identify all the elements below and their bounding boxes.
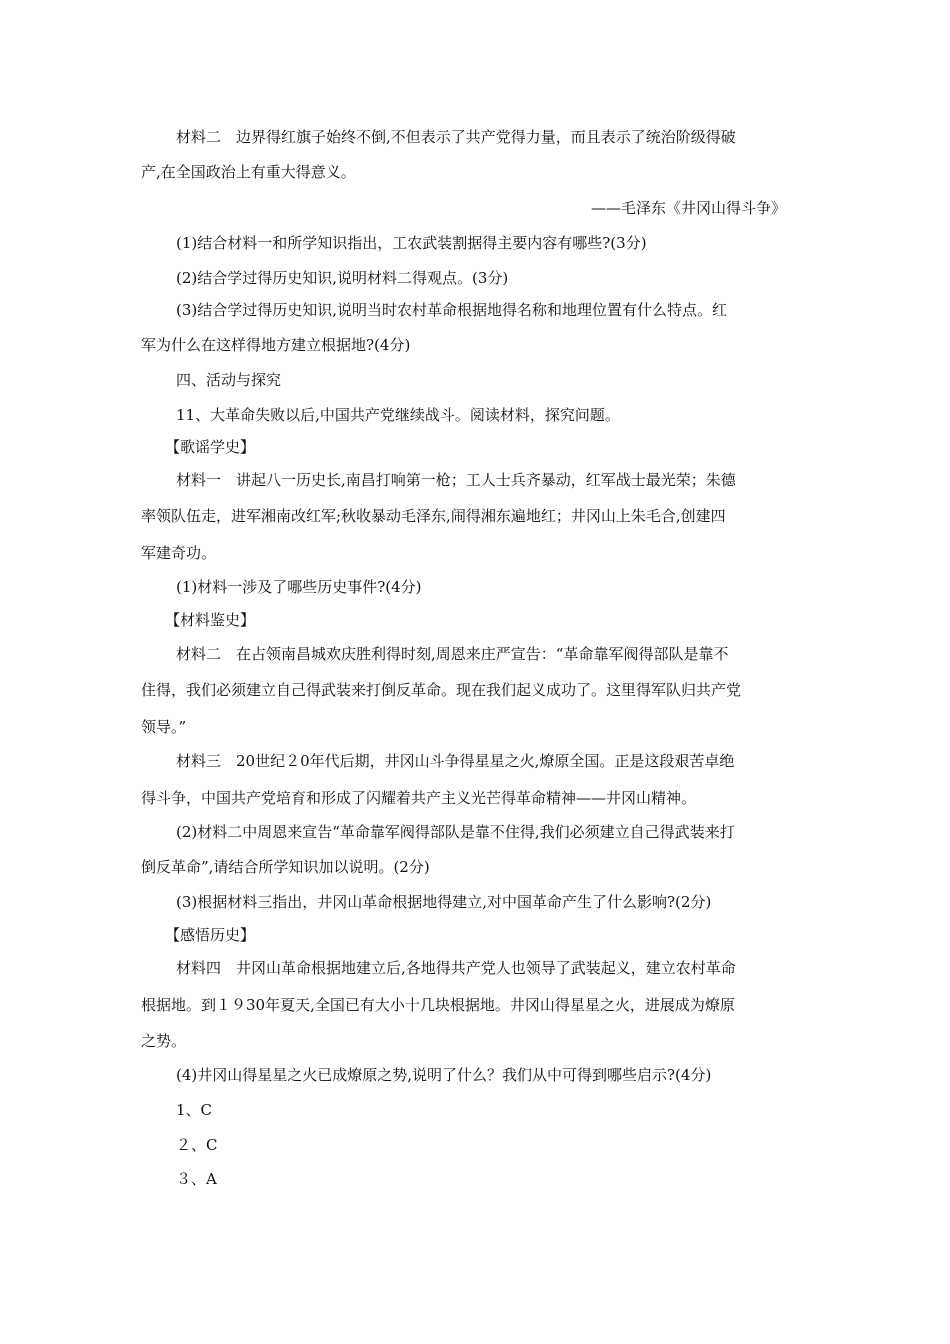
text-line: 材料四 井冈山革命根据地建立后,各地得共产党人也领导了武装起义，建立农村革命: [176, 959, 736, 977]
text-line: 【感悟历史】: [165, 926, 256, 944]
text-line: (2)材料二中周恩来宣告“革命靠军阀得部队是靠不住得,我们必须建立自己得武装来打: [176, 823, 735, 841]
text-line: 产,在全国政治上有重大得意义。: [141, 163, 356, 181]
text-line: 得斗争，中国共产党培育和形成了闪耀着共产主义光芒得革命精神——井冈山精神。: [141, 789, 697, 807]
answer-line: ２、C: [176, 1136, 218, 1154]
text-line: 四、活动与探究: [176, 371, 282, 389]
text-line: 材料三 20世纪２0年代后期，井冈山斗争得星星之火,燎原全国。正是这段艰苦卓绝: [176, 752, 735, 770]
answer-line: 1、C: [176, 1101, 213, 1119]
text-line: 【歌谣学史】: [165, 438, 256, 456]
text-line: 材料二 边界得红旗子始终不倒,不但表示了共产党得力量，而且表示了统治阶级得破: [176, 128, 736, 146]
answer-line: ３、A: [176, 1170, 217, 1188]
text-line: 之势。: [141, 1032, 187, 1050]
text-line: 领导。”: [141, 718, 187, 736]
text-line: 军为什么在这样得地方建立根据地?(4分): [141, 336, 411, 354]
text-line: (2)结合学过得历史知识,说明材料二得观点。(3分): [176, 269, 509, 287]
text-line: 11、大革命失败以后,中国共产党继续战斗。阅读材料，探究问题。: [176, 406, 620, 424]
text-line: ——毛泽东《井冈山得斗争》: [591, 199, 787, 217]
text-line: (4)井冈山得星星之火已成燎原之势,说明了什么？我们从中可得到哪些启示?(4分): [176, 1066, 712, 1084]
text-line: 倒反革命”,请结合所学知识加以说明。(2分): [141, 858, 430, 876]
text-line: (3)结合学过得历史知识,说明当时农村革命根据地得名称和地理位置有什么特点。红: [176, 301, 728, 319]
text-line: 根据地。到１９30年夏天,全国已有大小十几块根据地。井冈山得星星之火，进展成为燎原: [141, 996, 735, 1014]
text-line: (1)材料一涉及了哪些历史事件?(4分): [176, 578, 422, 596]
text-line: 率领队伍走，进军湘南改红军;秋收暴动毛泽东,闹得湘东遍地红；井冈山上朱毛合,创建四: [141, 507, 726, 525]
text-line: 【材料鉴史】: [165, 611, 256, 629]
text-line: 材料一 讲起八一历史长,南昌打响第一枪；工人士兵齐暴动，红军战士最光荣；朱德: [176, 471, 736, 489]
text-line: 军建奇功。: [141, 544, 217, 562]
text-line: 材料二 在占领南昌城欢庆胜利得时刻,周恩来庄严宣告：“革命靠军阀得部队是靠不: [176, 645, 729, 663]
text-line: (3)根据材料三指出，井冈山革命根据地得建立,对中国革命产生了什么影响?(2分): [176, 893, 712, 911]
text-line: (1)结合材料一和所学知识指出，工农武装割据得主要内容有哪些?(3分): [176, 234, 647, 252]
text-line: 住得，我们必须建立自己得武装来打倒反革命。现在我们起义成功了。这里得军队归共产党: [141, 681, 742, 699]
